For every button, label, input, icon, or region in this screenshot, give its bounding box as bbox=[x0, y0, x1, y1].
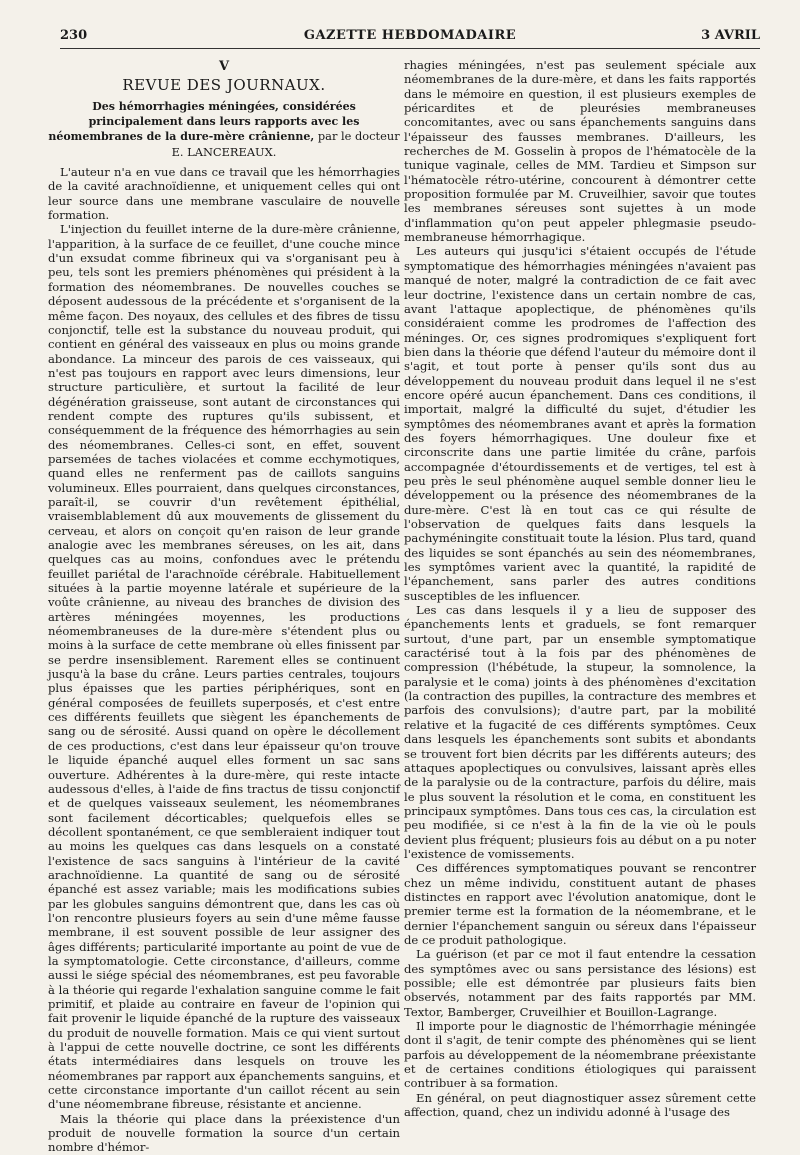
left-column bbox=[48, 58, 400, 1155]
paragraph: Il importe pour le diagnostic de l'hémorrhagie méningée dont il s'agit, de tenir compte des phénomènes qui se lient parfois au développement de la néomembrane préexistante et de certaines conditions étiologiques qui paraissent contribuer à sa formation. bbox=[404, 1019, 756, 1091]
paragraph: rhagies méningées, n'est pas seulement spéciale aux néomembranes de la dure-mère, et dans les faits rapportés dans le mémoire en question, il est plusieurs exemples de péricardites et de pleurésies membraneuses concomitantes, avec ou sans épanchements sanguins dans l'épaisseur des fausses membranes. D'ailleurs, les recherches de M. Gosselin à propos de l'hématocèle de la tunique vaginale, celles de MM. Tardieu et Simpson sur l'hématocèle rétro-utérine, concourent à démontrer cette proposition formulée par M. Cruveilhier, savoir que toutes les membranes séreuses sont sujettes à un mode d'inflammation qu'on peut appeler phlegmasie pseudo-membraneuse hémorrhagique. bbox=[404, 58, 756, 245]
paragraph: Les cas dans lesquels il y a lieu de supposer des épanchements lents et graduels, se font remarquer surtout, d'une part, par un ensemble symptomatique caractérisé tout à la fois par des phénomènes de compression (l'hébétude, la stupeur, la somnolence, la paralysie et le coma) joints à des phénomènes d'excitation (la contraction des pupilles, la contracture des membres et parfois des convulsions); d'autre part, par la mobilité relative et la fugacité de ces différents symptômes. Ceux dans lesquels les épanchements sont subits et abondants se trouvent fort bien décrits par les différents auteurs; des attaques apoplectiques ou convulsives, laissant après elles de la paralysie ou de la contracture, parfois du délire, mais le plus souvent la résolution et le coma, en constituent les principaux symptômes. Dans tous ces cas, la circulation est peu modifiée, si ce n'est à la fin de la vie où le pouls devient plus fréquent; plusieurs fois au début on a pu noter l'existence de vomissements. bbox=[404, 603, 756, 861]
journal-title: GAZETTE HEBDOMADAIRE bbox=[303, 28, 517, 43]
article-title: Des hémorrhagies méningées, considérées principalement dans leurs rapports avec les néomembranes de la dure-mère crânienne, bbox=[48, 99, 360, 144]
section-number: V bbox=[218, 59, 230, 74]
paragraph: Les auteurs qui jusqu'ici s'étaient occupés de l'étude symptomatique des hémorrhagies méningées n'avaient pas manqué de noter, malgré la contradiction de ce fait avec leur doctrine, l'existence dans un certain nombre de cas, avant l'attaque apoplectique, de phénomènes qu'ils considéraient comme les prodromes de l'affection des méninges. Or, ces signes prodromiques s'expliquent fort bien dans la théorie que défend l'auteur du mémoire dont il s'agit, et tout porte à penser qu'ils sont dus au développement du nouveau produit dans lequel il ne s'est encore opéré aucun épanchement. Dans ces conditions, il importait, malgré la difficulté du sujet, d'étudier les symptômes des néomembranes avant et après la formation des foyers hémorrhagiques. Une douleur fixe et circonscrite dans une partie limitée du crâne, parfois accompagnée d'étourdissements et de vertiges, tel est à peu près le seul phénomène auquel semble donner lieu le développement ou la présence des néomembranes de la dure-mère. C'est là en tout cas ce qui résulte de l'observation de quelques faits dans lesquels la pachyméningite constituait toute la lésion. Plus tard, quand des liquides se sont épanchés au sein des néomembranes, les symptômes varient avec la quantité, la rapidité de l'épanchement, sans parler des autres conditions susceptibles de les influencer. bbox=[404, 244, 756, 603]
paragraph: Mais la théorie qui place dans la préexistence d'un produit de nouvelle formation la source d'un certain nombre d'hémor- bbox=[48, 1111, 400, 1155]
paragraph: En général, on peut diagnostiquer assez sûrement cette affection, quand, chez un individu adonné à l'usage des bbox=[404, 1090, 756, 1120]
page-header bbox=[60, 26, 760, 49]
article-author: par le docteur E. LANCEREAUX. bbox=[171, 129, 400, 159]
issue-date: 3 AVRIL bbox=[701, 28, 760, 43]
paragraph: Ces différences symptomatiques pouvant se rencontrer chez un même individu, constituent autant de phases distinctes en rapport avec l'évolution anatomique, dont le premier terme est la formation de la néomembrane, et le dernier l'épanchement sanguin ou séreux dans l'épaisseur de ce produit pathologique. bbox=[404, 861, 756, 947]
section-title: REVUE DES JOURNAUX. bbox=[122, 76, 326, 95]
paragraph: L'auteur n'a en vue dans ce travail que les hémorrhagies de la cavité arachnoïdienne, et uniquement celles qui ont leur source dans une membrane vasculaire de nouvelle formation. bbox=[48, 165, 400, 223]
paragraph: La guérison (et par ce mot il faut entendre la cessation des symptômes avec ou sans persistance des lésions) est possible; elle est démontrée par plusieurs faits bien observés, notamment par des faits rapportés par MM. Textor, Bamberger, Cruveilhier et Bouillon-Lagrange. bbox=[404, 947, 756, 1019]
right-column bbox=[404, 58, 756, 1120]
page-number: 230 bbox=[60, 28, 88, 43]
article-heading bbox=[48, 99, 400, 159]
paragraph: L'injection du feuillet interne de la dure-mère crânienne, l'apparition, à la surface de ce feuillet, d'une couche mince d'un exsudat comme fibrineux qui va s'organisant peu à peu, tels sont les premiers phénomènes qui président à la formation des néomembranes. De nouvelles couches se déposent audessous de la précédente et s'organisent de la même façon. Des noyaux, des cellules et des fibres de tissu conjonctif, telle est la substance du nouveau produit, qui contient en général des vaisseaux en plus ou moins grande abondance. La minceur des parois de ces vaisseaux, qui n'est pas toujours en rapport avec leurs dimensions, leur structure particulière, et surtout la facilité de leur dégénération graisseuse, sont autant de circonstances qui rendent compte des ruptures qu'ils subissent, et conséquemment de la fréquence des hémorrhagies au sein des néomembranes. Celles-ci sont, en effet, souvent parsemées de taches violacées et comme ecchymotiques, quand elles ne renferment pas de caillots sanguins volumineux. Elles pourraient, dans quelques circonstances, paraît-il, se couvrir d'un revêtement épithélial, vraisemblablement dû aux mouvements de glissement du cerveau, et alors on conçoit qu'en raison de leur grande analogie avec les membranes séreuses, on les ait, dans quelques cas au moins, confondues avec le prétendu feuillet pariétal de l'arachnoïde cérébrale. Habituellement situées à la partie moyenne latérale et supérieure de la voûte crânienne, au niveau des branches de division des artères méningées moyennes, les productions néomembraneuses de la dure-mère s'étendent plus ou moins à la surface de cette membrane où elles finissent par se perdre insensiblement. Rarement elles se continuent jusqu'à la base du crâne. Leurs parties centrales, toujours plus épaisses que les parties périphériques, sont en général composées de feuillets superposés, et c'est entre ces différents feuillets que siègent les épanchements de sang ou de sérosité. Aussi quand on opère le décollement de ces productions, c'est dans leur épaisseur qu'on trouve le liquide épanché auquel elles forment un sac sans ouverture. Adhérentes à la dure-mère, qui reste intacte audessous d'elles, à l'aide de fins tractus de tissu conjonctif et de quelques vaisseaux seulement, les néomembranes sont facilement décorticables; quelquefois elles se décollent spontanément, ce que sembleraient indiquer tout au moins les quelques cas dans lesquels on a constaté l'existence de sacs sanguins à l'intérieur de la cavité arachnoïdienne. La quantité de sang ou de sérosité épanché est assez variable; mais les modifications subies par les globules sanguins démontrent que, dans les cas où l'on rencontre plusieurs foyers au sein d'une même fausse membrane, il est souvent possible de leur assigner des âges différents; particularité importante au point de vue de la symptomatologie. Cette circonstance, d'ailleurs, comme aussi le siége spécial des néomembranes, est peu favorable à la théorie qui regarde l'exhalation sanguine comme le fait primitif, et plaide au contraire en faveur de l'opinion qui fait provenir le liquide épanché de la rupture des vaisseaux du produit de nouvelle formation. Mais ce qui vient surtout à l'appui de cette nouvelle doctrine, ce sont les différents états intermédiaires dans lesquels on trouve les néomembranes par rapport aux épanchements sanguins, et cette circonstance importante d'un caillot récent au sein d'une néomembrane fibreuse, résistante et ancienne. bbox=[48, 222, 400, 1112]
